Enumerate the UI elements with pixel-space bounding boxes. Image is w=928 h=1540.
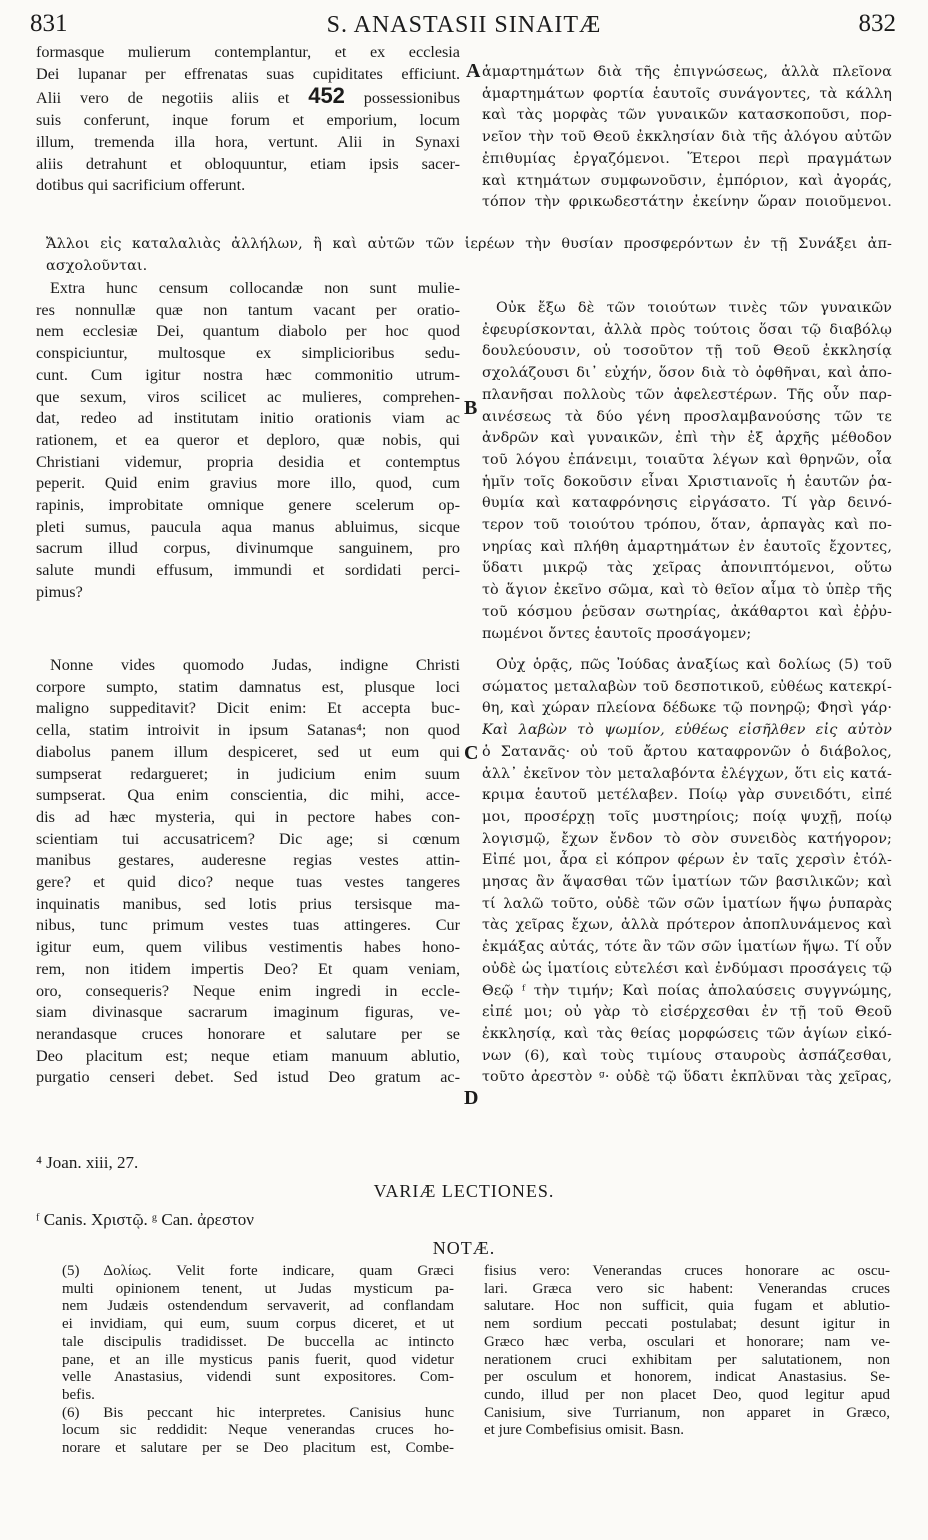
text-line: ἐφευρίσκονται, ἀλλὰ πρὸς τούτοις ὅσαι τῷ διαβόλῳ [482,321,892,338]
text-line: οὐδὲ ὡς ἱματίοις εὐτελέσι καὶ ἐνδύμασι προσάγεις τῷ [482,960,892,977]
text-line: Extra hunc censum collocandæ non sunt mulie- [50,279,460,297]
text-line: maligno suppeditavit? Dicit enim: Et accepta buc- [36,699,460,718]
text-line: que sexum, viros scilicet ac mulieres, comprehen- [36,387,460,406]
text-line: scientiam tui accusatricem? Dic age; si cœnum [36,829,460,848]
text-line: purgatio censeri debet. Sed istud Deo gratum ac- [36,1068,460,1087]
note-line: pane, et an ille mysticus panis fuerit, quod videtur [62,1351,454,1368]
note-line: velle Anastasius, videndi sunt expositores. Com- [62,1369,454,1386]
text-line: sumpserat. Qua enim conscientia, dic mihi, acce- [36,786,460,805]
page-header [0,6,928,46]
note-line: befis. [62,1386,95,1403]
latin-column-block-2 [36,278,460,604]
notes-right-column [484,1263,890,1440]
text-line: diabolus panem illum despiceret, sed ut eum qui [36,742,460,761]
variae-lectiones-heading: VARIÆ LECTIONES. [373,1181,555,1201]
text-line: ὁ Σατανᾶς· οὐ τοῦ ἄρτου καταφρονῶν ὁ διάβολος, [482,743,892,760]
text-line: τί λαλῶ τοῦτο, οὐδὲ τῶν σῶν ἱματίων ἥψω ῥυπαρὰς [482,895,892,912]
note-line: salutare. Hoc non sufficit, quia fugam et ablutio- [484,1298,890,1315]
text-line: Οὐχ ὁρᾷς, πῶς Ἰούδας ἀναξίως καὶ δολίως (5) τοῦ [496,657,892,673]
text-line: ασχολοῦνται. [46,257,148,274]
text-line: πλανῆσαι πολλοὺς τῶν ἀφελεστέρων. Τῆς οὖν παρ- [482,386,892,403]
note-line: (5) Δολίως. Velit forte indicare, quam Græci [62,1263,454,1279]
greek-spanning-lines [46,234,892,277]
text-line: inquinatis manibus, sed lotis prius tersisque ma- [36,894,460,913]
text-line: rapinis, improbitate omnique genere scelerum op- [36,496,460,515]
note-line: norare et salutare per se Deo placitum est, Combe- [62,1440,454,1457]
text-line: Εἰπέ μοι, ἆρα εἰ κόπρον φέρων ἐν ταῖς χερσὶν ἐτόλ- [482,852,892,869]
text-line: dotibus qui sacrificium offerunt. [36,176,246,195]
note-line: nerationem cruci exhibitam per salutationem, non [484,1351,890,1368]
text-line: Θεῷ ᶠ τὴν τιμήν; Καὶ ποίας ἀπολαύσεις συγγνώμης, [482,982,892,999]
text-line: καὶ τὰς μορφὰς τῶν γυναικῶν κατασκοποῦσι, πορ- [482,107,892,124]
text-line: τοῦ κόσμου ῥεῦσαν σωτηρίας, ἀκάθαρτοι καὶ ἐῤῥυ- [482,603,892,620]
text-line: rem, non itidem impertis Deo? Et quam veniam, [36,959,460,978]
text-line: Ἄλλοι εἰς καταλαλιὰς ἀλλήλων, ἢ καὶ αὐτῶν τῶν ἱερέων τὴν θυσίαν προσφερόντων ἐν τῇ Συνάξει ἀπ- [46,236,892,252]
text-line: ὕδατι μικρῷ τὰς χεῖρας ἀπονιπτόμενοι, οὕτω [482,560,892,577]
text-line: illum, tremenda illa hora, vertunt. Alii in Synaxi [36,132,460,151]
text-line: σχολάζουσι δι᾽ εὐχήν, ὅσον διὰ τὸ ὀφθῆναι, καὶ ἀπο- [482,365,892,382]
note-line: Græco hæc verba, osculari et honorare; nam ve- [484,1333,890,1350]
text-line: ἐπιθυμίας ἐργαζόμενοι. Ἕτεροι περὶ πραγμάτων [482,150,892,167]
greek-column-block-3 [482,655,892,1089]
text-line: τερον τοῦ τοιούτου τρόπου, ὅταν, ἁρπαγὰς καὶ πο- [482,517,892,534]
note-line: ei invidiam, qui eum, suum corpus diceret, et ut [62,1316,454,1333]
text-line: rationem, et ea queror et deploro, quæ nobis, qui [36,430,460,449]
notae-heading: NOTÆ. [432,1238,496,1258]
greek-column-block-1 [482,62,892,214]
text-line: dis ad hæc mysteria, qui in pectore habes con- [36,807,460,826]
note-line: locum sic reddidit: Neque venerandas cruces ho- [62,1422,454,1439]
text-line: siam divinasque sacrarum imaginum figuras, ve- [36,1003,460,1022]
margin-marker-a: A [466,60,481,82]
text-line: oro, consequeris? Neque enim ingredi in eccle- [36,981,460,1000]
text-line: Christiani videmur, propria desidia et contemptus [36,452,460,471]
note-line: lari. Græca vero sic habent: Venerandas cruces [484,1280,890,1297]
text-line: αινέσεως τὰ δύο γένη προσλαμβανούσης τῶν τε [482,408,892,425]
text-line: ἀνδρῶν καὶ γυναικῶν, ἐπὶ τὴν ἐξ ἀρχῆς μέθοδον [482,430,892,447]
text-line: τόπον τὴν φρικωδεστάτην ἐκείνην ὥραν ποιοῦμενοι. [482,194,892,211]
text-line: ἀλλ᾽ ἐκεῖνον τὸν μεταλαβόντα ἐλέγχων, ὅτι εἰς κατά- [482,765,892,782]
text-line: formasque mulierum contemplantur, et ex ecclesia [36,43,460,61]
text-line: Nonne vides quomodo Judas, indigne Christi [50,656,460,674]
text-line: res nonnullæ quæ non tantum vacant per oratio- [36,300,460,319]
text-line: manibus gestares, auderesne regias vestes attin- [36,851,460,870]
text-line: τὸ ἅγιον ἐκεῖνο σῶμα, καὶ τὸ θεῖον αἷμα τὸ ὑπὲρ τῆς [482,582,892,599]
text-line: θη, καὶ χώραν πλείονα δέδωκε τῷ πονηρῷ; Φησὶ γάρ· [482,700,892,717]
text-line: conspiciuntur, multosque ex simplicioribus sedu- [36,344,460,363]
note-line: nem sordium peccati postulabat; desunt igitur in [484,1316,890,1333]
margin-marker-d: D [464,1087,479,1109]
text-line: pimus? [36,582,83,601]
text-line: ἡμῖν τοῖς δοκοῦσιν εἶναι Χριστιανοῖς ἡ ἑαυτῶν ῥα- [482,473,892,490]
greek-column-block-2 [482,298,892,645]
text-line: pleti sumus, paucula aqua manus abluimus, sicque [36,517,460,536]
page-number-right: 832 [858,10,896,37]
variae-lectiones-text: ᶠ Canis. Χριστῷ. ᵍ Can. ἀρεστον [36,1210,254,1229]
text-line: ἐκμάξας αὐτάς, τότε ἂν τῶν σῶν ἱματίων ἥψω. Τί οὖν [482,939,892,956]
note-line: Canisium, sive Turrianum, non apparet in Græco, [484,1404,890,1421]
text-line: νων (6), καὶ τοὺς τιμίους σταυροὺς ἀσπάζεσθαι, [482,1047,892,1064]
text-line: nibus, tunc primum vestes tuas attingeres. Cur [36,916,460,935]
text-line: peperit. Quid enim gravius more illo, quod, cum [36,474,460,493]
note-line: nem Judæis ostendendum servaverit, ad conflandam [62,1298,454,1315]
text-line: σώματος μεταλαβὼν τοῦ δεσποτικοῦ, εὐθέως κατεκρί- [482,678,892,695]
text-line: Καὶ λαβὼν τὸ ψωμίον, εὐθέως εἰσῆλθεν εἰς αὐτὸν [482,722,892,739]
note-line: cundo, illud per non placet Deo, quod legitur apud [484,1386,890,1403]
text-line: νηρίας καὶ πλήθη ἁμαρτημάτων ἐν ἑαυτοῖς ἔχοντες, [482,538,892,555]
text-line: τοῦτο ἀρεστὸν ᵍ· οὐδὲ τῷ ὕδατι ἐκπλῦναι τὰς χεῖρας, [482,1069,892,1086]
text-line: cella, statim introivit in ipsum Satanas⁴; non quod [36,721,460,740]
text-line: igitur eum, quem vilibus vestimentis habes hono- [36,938,460,957]
note-line: tale discipulis tradidisset. De buccella ac intincto [62,1333,454,1350]
text-line: ἁμαρτημάτων διὰ τῆς ἐπιγνώσεως, ἀλλὰ πλεῖονα [482,64,892,80]
text-line: Deo placitum est; neque etiam manuum ablutio, [36,1046,460,1065]
text-line: τοῦ λόγου ἐπάνειμι, τοιαῦτα λέγων καὶ θρηνῶν, οἷα [482,451,892,468]
text-line: καὶ κτημάτων συμφωνοῦσιν, ἐμπόριον, καὶ ἀγοράς, [482,172,892,189]
text-line: Dei lupanar per effrenatas suas cupiditates efficiunt. [36,64,460,83]
text-line: μοι, προσέρχῃ τοῖς μυστηρίοις; ποίᾳ ψυχῇ, ποίῳ [482,808,892,825]
page-number-left: 831 [30,10,68,37]
text-line: ἐκκλησίᾳ, καὶ τὰς θείας μορφώσεις τῶν ἁγίων εἰκό- [482,1025,892,1042]
text-line: δουλεύουσιν, οὐ τοσοῦτον τῇ τοῦ Θεοῦ ἐκκλησίᾳ [482,343,892,360]
text-line: μησας ἂν ἅψασθαι τῶν ἱματίων τῶν βασιλικῶν; καὶ [482,874,892,891]
text-line: suis conferunt, inque forum et emporium, locum [36,111,460,130]
text-line: Οὐκ ἔξω δὲ τῶν τοιούτων τινὲς τῶν γυναικῶν [496,300,892,316]
text-line: νεῖον τὴν τοῦ Θεοῦ ἐκκλησίαν διὰ τῆς ἀλόγου αὐτῶν [482,129,892,146]
text-line: Alii vero de negotiis aliis et 452 possessionibus [36,85,460,109]
scripture-footnote: ⁴ Joan. xiii, 27. [36,1153,139,1172]
note-line: per osculum et honorem, indicat Anastasius. Se- [484,1369,890,1386]
text-line: gere? et quid dico? neque tuas vestes tangeres [36,873,460,892]
text-line: sacrum illud corpus, divinumque sanguinem, pro [36,539,460,558]
running-title: S. ANASTASII SINAITÆ [326,12,602,38]
text-line: corpore sumpto, statim damnatus est, plusque loci [36,677,460,696]
notes-left-column [62,1263,454,1458]
text-line: εἰπέ μοι; οὐ γὰρ τὸ εἰσέρχεσθαι ἐν τῇ τοῦ Θεοῦ [482,1004,892,1021]
text-line: πωμένοι ὄντες ἑαυτοῖς προσάγομεν; [482,625,752,642]
text-line: sumpserat redargueret; in judicium enim suum [36,764,460,783]
latin-column-block-3 [36,655,460,1089]
note-line: (6) Bis peccant hic interpretes. Canisius hunc [62,1404,454,1421]
text-line: κριμα ἑαυτοῦ μετέλαβεν. Ποίῳ γὰρ συνειδότι, εἰπέ [482,787,892,804]
text-line: aliis detrahunt et obloquuntur, etiam ipsis sacer- [36,154,460,173]
text-line: cunt. Cum igitur nostra hæc commonitio utrum- [36,365,460,384]
text-line: ἁμαρτημάτων φορτία ἑαυτοῖς συνάγοντες, τὰ κάλλη [482,85,892,102]
note-line: fisius vero: Venerandas cruces honorare ac oscu- [484,1263,890,1279]
text-line: θυμία καὶ καταφρόνησις εἰργάσατο. Τί γὰρ δεινό- [482,495,892,512]
text-line: salute mundi effusum, immundi et sordidati perci- [36,561,460,580]
text-line: dat, redeo ad institutam initio orationis viam ac [36,409,460,428]
margin-marker-b: B [464,397,478,419]
latin-column-block-1 [36,42,460,197]
note-line: multi opinionem tenent, ut Judas mysticum pa- [62,1280,454,1297]
inline-page-number: 452 [308,85,345,109]
note-line: et jure Combefisius omisit. Basn. [484,1422,684,1439]
text-line: nerandasque cruces honorare et salutare per se [36,1024,460,1043]
text-line: τὰς χεῖρας ἔχων, ἀλλὰ πρότερον ἀποπλυνάμενος καὶ [482,917,892,934]
margin-marker-c: C [464,742,479,764]
text-line: nem ecclesiæ Dei, quantum diabolo per hoc quod [36,322,460,341]
text-line: λογισμῷ, ἔχων ἔνδον τὸ σὸν συνειδὸς κατήγορον; [482,830,892,847]
